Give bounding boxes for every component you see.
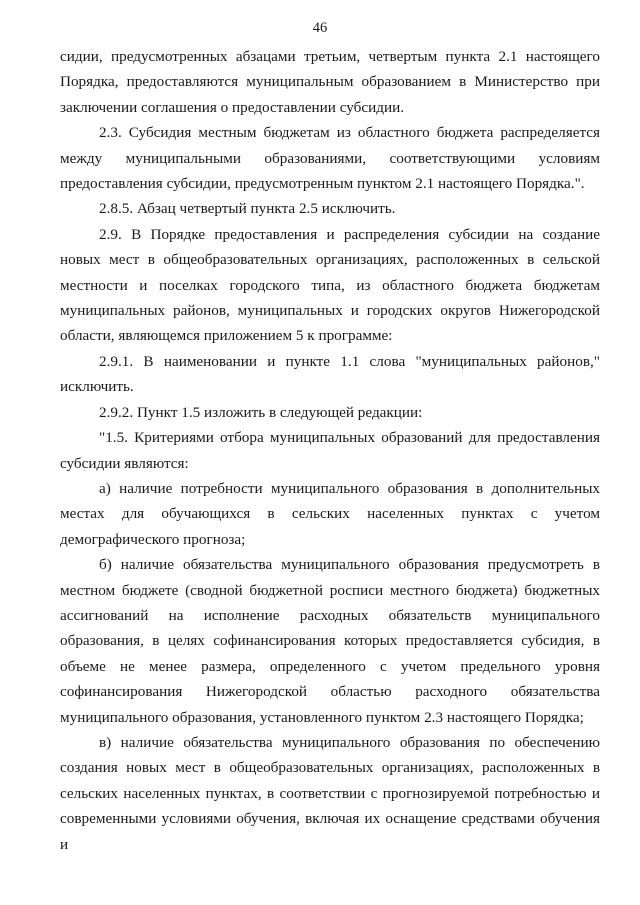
paragraph-item-a: а) наличие потребности муниципального образования в дополнительных местах для обучающихся в сельских населенных пунктах с учетом демографического прогноза;	[60, 479, 600, 548]
paragraph-2-9-2: 2.9.2. Пункт 1.5 изложить в следующей редакции:	[99, 403, 423, 421]
paragraph-2-9: 2.9. В Порядке предоставления и распределения субсидии на создание новых мест в общеобразовательных организациях, расположенных в сельской местности и поселках городского типа, из областного бюджета бюджетам муниципальных районов, муниципальных и городских округов Нижегородской области, являющемся приложением 5 к программе:	[60, 225, 600, 345]
paragraph-2-3: 2.3. Субсидия местным бюджетам из областного бюджета распределяется между муниципальными образованиями, соответствующими условиям предоставления субсидии, предусмотренным пунктом 2.1 настоящего Порядка.".	[60, 124, 600, 193]
paragraph-2-8-5: 2.8.5. Абзац четвертый пункта 2.5 исключить.	[99, 200, 396, 218]
paragraph-item-v: в) наличие обязательства муниципального образования по обеспечению создания новых мест в общеобразовательных организациях, расположенных в сельских населенных пунктах, в соответствии с прогнозируемой потребностью и современными условиями обучения, включая их оснащение средствами обучения и	[60, 733, 600, 853]
paragraph-1-5: "1.5. Критериями отбора муниципальных образований для предоставления субсидии являются:	[60, 429, 600, 472]
paragraph-continuation: сидии, предусмотренных абзацами третьим, четвертым пункта 2.1 настоящего Порядка, предоставляются муниципальным образованием в Министерство при заключении соглашения о предоставлении субсидии.	[60, 48, 600, 116]
paragraph-2-9-1: 2.9.1. В наименовании и пункте 1.1 слова "муниципальных районов," исключить.	[60, 352, 600, 396]
paragraph-item-b: б) наличие обязательства муниципального образования предусмотреть в местном бюджете (сводной бюджетной росписи местного бюджета) бюджетных ассигнований на исполнение расходных обязательств муниципального образования, в целях софинансирования которых предоставляется субсидия, в объеме не менее размера, определенного с учетом предельного уровня софинансирования Нижегородской областью расходного обязательства муниципального образования, установленного пунктом 2.3 настоящего Порядка;	[60, 556, 600, 726]
page-number: 46	[312, 20, 328, 36]
document-body	[60, 44, 600, 857]
